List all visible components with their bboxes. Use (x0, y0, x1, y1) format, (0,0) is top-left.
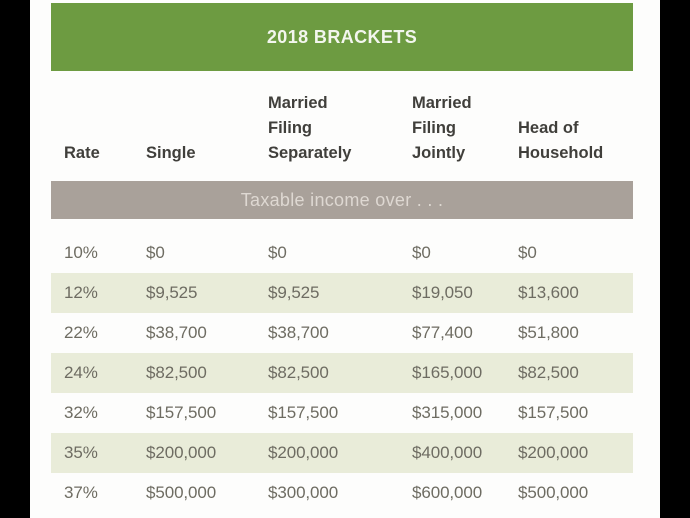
cell-married-filing-jointly: $19,050 (412, 283, 473, 302)
cell-rate: 22% (64, 323, 98, 342)
letterbox-left (0, 0, 30, 518)
cell-head-of-household: $51,800 (518, 323, 579, 342)
table-header-row (51, 88, 633, 168)
cell-single: $82,500 (146, 363, 207, 382)
column-header-married-filing-jointly: Married Filing Jointly (412, 94, 472, 162)
table-row (51, 353, 633, 393)
cell-married-filing-jointly: $77,400 (412, 323, 473, 342)
cell-married-filing-jointly: $400,000 (412, 443, 483, 462)
cell-head-of-household: $200,000 (518, 443, 589, 462)
letterbox-right (660, 0, 690, 518)
cell-married-filing-separately: $82,500 (268, 363, 329, 382)
table-row (51, 393, 633, 433)
cell-married-filing-jointly: $165,000 (412, 363, 483, 382)
cell-rate: 35% (64, 443, 98, 462)
cell-rate: 32% (64, 403, 98, 422)
bracket-table (51, 88, 633, 513)
figure-title-bar (51, 3, 633, 71)
cell-married-filing-separately: $9,525 (268, 283, 320, 302)
cell-married-filing-separately: $0 (268, 243, 287, 262)
cell-rate: 24% (64, 363, 98, 382)
cell-head-of-household: $13,600 (518, 283, 579, 302)
cell-single: $9,525 (146, 283, 198, 302)
cell-married-filing-separately: $38,700 (268, 323, 329, 342)
table-row (51, 273, 633, 313)
cell-single: $157,500 (146, 403, 217, 422)
cell-head-of-household: $500,000 (518, 483, 589, 502)
column-header-rate: Rate (64, 144, 100, 162)
cell-married-filing-separately: $200,000 (268, 443, 339, 462)
cell-head-of-household: $157,500 (518, 403, 589, 422)
cell-single: $200,000 (146, 443, 217, 462)
cell-married-filing-jointly: $0 (412, 243, 431, 262)
taxable-income-banner (51, 181, 633, 219)
column-header-head-of-household: Head of Household (518, 119, 604, 162)
table-body (51, 233, 633, 513)
cell-married-filing-jointly: $600,000 (412, 483, 483, 502)
table-row (51, 233, 633, 273)
column-header-married-filing-separately: Married Filing Separately (268, 94, 352, 162)
cell-single: $0 (146, 243, 165, 262)
cell-rate: 10% (64, 243, 98, 262)
cell-married-filing-separately: $300,000 (268, 483, 339, 502)
table-row (51, 313, 633, 353)
table-row (51, 473, 633, 513)
table-row (51, 433, 633, 473)
cell-married-filing-separately: $157,500 (268, 403, 339, 422)
cell-single: $38,700 (146, 323, 207, 342)
cell-single: $500,000 (146, 483, 217, 502)
taxable-income-banner-label: Taxable income over . . . (240, 189, 444, 210)
cell-rate: 12% (64, 283, 98, 302)
cell-head-of-household: $0 (518, 243, 537, 262)
column-header-single: Single (146, 144, 196, 162)
cell-rate: 37% (64, 483, 98, 502)
cell-head-of-household: $82,500 (518, 363, 579, 382)
cell-married-filing-jointly: $315,000 (412, 403, 483, 422)
figure-title: 2018 BRACKETS (266, 26, 418, 47)
